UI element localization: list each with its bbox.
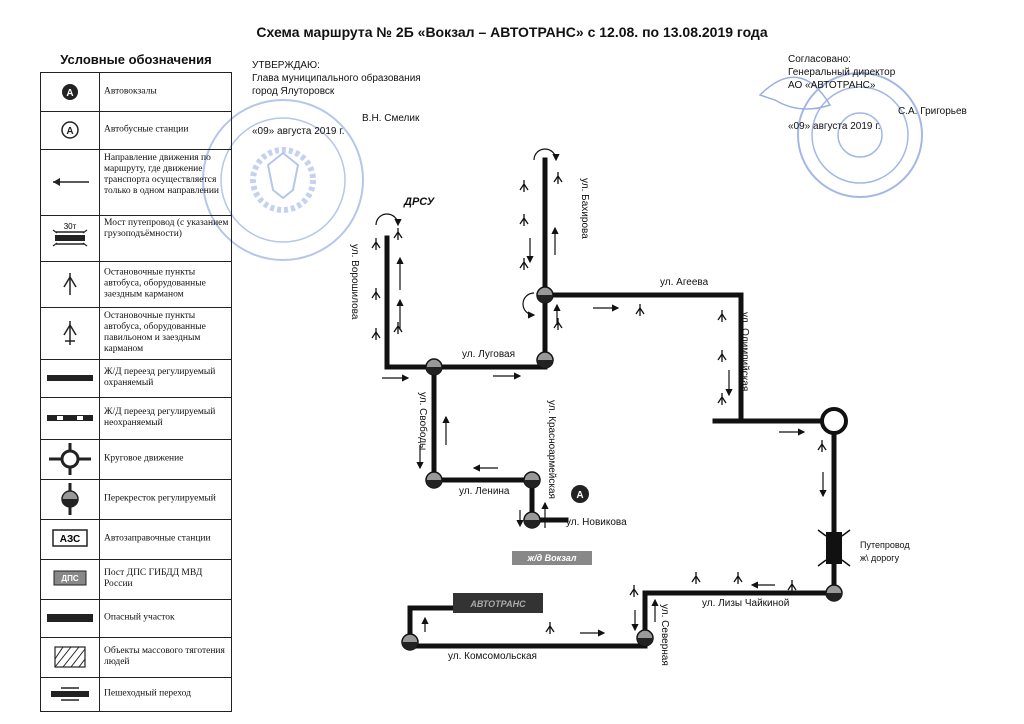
- bridge-load-label: 30т: [63, 222, 77, 231]
- legend-label: Остановочные пункты автобуса, оборудованные павильоном и заездным карманом: [104, 311, 206, 354]
- bus-terminal-icon: [571, 485, 589, 503]
- street-label-krasnoarmeyskaya: ул. Красноармейская: [546, 400, 557, 499]
- legend-label: Пост ДПС ГИБДД МВД России: [104, 568, 203, 589]
- bridge-icon: [818, 530, 850, 566]
- overpass-label-line2: ж\ дорогу: [860, 553, 900, 563]
- regulated-intersection-icon: [537, 352, 553, 368]
- bus-stop-icon: [520, 214, 528, 226]
- bus-stop-icon: [718, 350, 726, 362]
- agreed-line2: АО «АВТОТРАНС»: [788, 80, 876, 91]
- regulated-intersection-icon: [426, 359, 442, 375]
- legend-label: Ж/Д переезд регулируемый неохраняемый: [104, 407, 216, 428]
- road-komsomolskaya: [410, 608, 645, 646]
- roundabout-icon: [822, 409, 846, 433]
- road-voroshilova-lugovaya: [387, 238, 545, 367]
- legend-label: Объекты массового тяготения людей: [104, 646, 225, 667]
- approval-heading: УТВЕРЖДАЮ:: [252, 60, 320, 71]
- bus-stop-icon: [734, 572, 742, 584]
- bus-stop-icon: [372, 288, 380, 300]
- bus-stop-icon: [520, 258, 528, 270]
- street-label-lugovaya: ул. Луговая: [462, 349, 516, 360]
- bus-stop-icon: [394, 322, 402, 334]
- legend-label: Круговое движение: [104, 453, 184, 464]
- legend-label: Пешеходный переход: [104, 688, 191, 699]
- svg-text:A: A: [66, 126, 74, 137]
- bus-stop-icon: [554, 318, 562, 330]
- bus-stop-icon: [546, 622, 554, 634]
- approval-name: В.Н. Смелик: [362, 113, 420, 124]
- road-ageeva-olimpiyskaya: [545, 295, 741, 421]
- agreed-date: «09» августа 2019 г.: [788, 121, 881, 132]
- approval-line1: Глава муниципального образования: [252, 73, 421, 84]
- regulated-intersection-icon: [426, 472, 442, 488]
- bus-stops: [372, 172, 826, 634]
- svg-text:A: A: [576, 490, 584, 501]
- regulated-intersection-icon: [402, 634, 418, 650]
- turnaround-arrows: [376, 149, 556, 315]
- bus-stop-icon: [372, 238, 380, 250]
- legend-label: Остановочные пункты автобуса, оборудованные заездным карманом: [104, 267, 206, 300]
- street-label-lizy-chaykinoy: ул. Лизы Чайкиной: [702, 598, 790, 609]
- regulated-intersection-icon: [826, 585, 842, 601]
- legend-label: Перекресток регулируемый: [104, 493, 216, 504]
- legend-label: Автозаправочные станции: [104, 533, 211, 544]
- legend-label: Опасный участок: [104, 612, 175, 623]
- legend-title: Условные обозначения: [60, 52, 212, 67]
- street-label-novikova: ул. Новикова: [566, 517, 627, 528]
- bus-stop-icon: [394, 228, 402, 240]
- bus-stop-icon: [788, 580, 796, 592]
- bus-stop-icon: [718, 393, 726, 405]
- legend-label: Автовокзалы: [104, 86, 157, 97]
- approval-date: «09» августа 2019 г.: [252, 126, 345, 137]
- police-post-label: ДПС: [61, 574, 79, 583]
- regulated-intersection-icon: [637, 630, 653, 646]
- legend-label: Автобусные станции: [104, 124, 189, 135]
- road-svobody-lenina: [434, 367, 532, 480]
- legend-label: Мост путепровод (с указанием грузоподъёмности): [104, 218, 229, 239]
- bus-stop-icon: [372, 328, 380, 340]
- railway-station-label-box: [512, 551, 592, 565]
- legend-label: Ж/Д переезд регулируемый охраняемый: [104, 367, 216, 388]
- regulated-intersection-icon: [537, 287, 553, 303]
- street-label-bakhirova: ул. Бахирова: [579, 178, 590, 239]
- agreed-name: С.А. Григорьев: [898, 106, 967, 117]
- depot-box: [453, 593, 543, 613]
- regulated-intersection-icon: [524, 472, 540, 488]
- street-label-komsomolskaya: ул. Комсомольская: [448, 651, 537, 662]
- regulated-intersection-icon: [524, 512, 540, 528]
- gas-station-label: АЗС: [59, 534, 81, 545]
- street-label-voroshilova: ул. Ворошилова: [349, 244, 360, 320]
- street-label-ageeva: ул. Агеева: [660, 277, 709, 288]
- bus-stop-icon: [692, 572, 700, 584]
- street-label-svobody: ул. Свободы: [417, 392, 428, 451]
- bus-stop-icon: [554, 172, 562, 184]
- bus-stop-icon: [520, 180, 528, 192]
- page-title: Схема маршрута № 2Б «Вокзал – АВТОТРАНС» с 12.08. по 13.08.2019 года: [256, 24, 768, 40]
- route-roads: [387, 160, 834, 646]
- railway-station-label: ж/д Вокзал: [527, 553, 577, 563]
- street-label-olimpiyskaya: ул. Олимпийская: [739, 312, 750, 392]
- bus-stop-icon: [718, 310, 726, 322]
- bus-stop-icon: [636, 304, 644, 316]
- overpass-label-line1: Путепровод: [860, 540, 910, 550]
- agreed-line1: Генеральный директор: [788, 67, 896, 78]
- bus-stop-icon: [630, 585, 638, 597]
- street-label-lenina: ул. Ленина: [459, 486, 510, 497]
- legend-label: Направление движения по маршруту, где движение транспорта осуществляется только в одном направлении: [104, 153, 219, 196]
- direction-arrows: [382, 228, 823, 633]
- drsu-label: ДРСУ: [404, 196, 435, 208]
- depot-label: АВТОТРАНС: [470, 599, 526, 609]
- street-label-severnaya: ул. Северная: [659, 604, 670, 666]
- bus-stop-icon: [818, 440, 826, 452]
- approval-line2: город Ялуторовск: [252, 86, 335, 97]
- svg-text:A: A: [66, 88, 74, 99]
- agreed-heading: Согласовано:: [788, 54, 851, 65]
